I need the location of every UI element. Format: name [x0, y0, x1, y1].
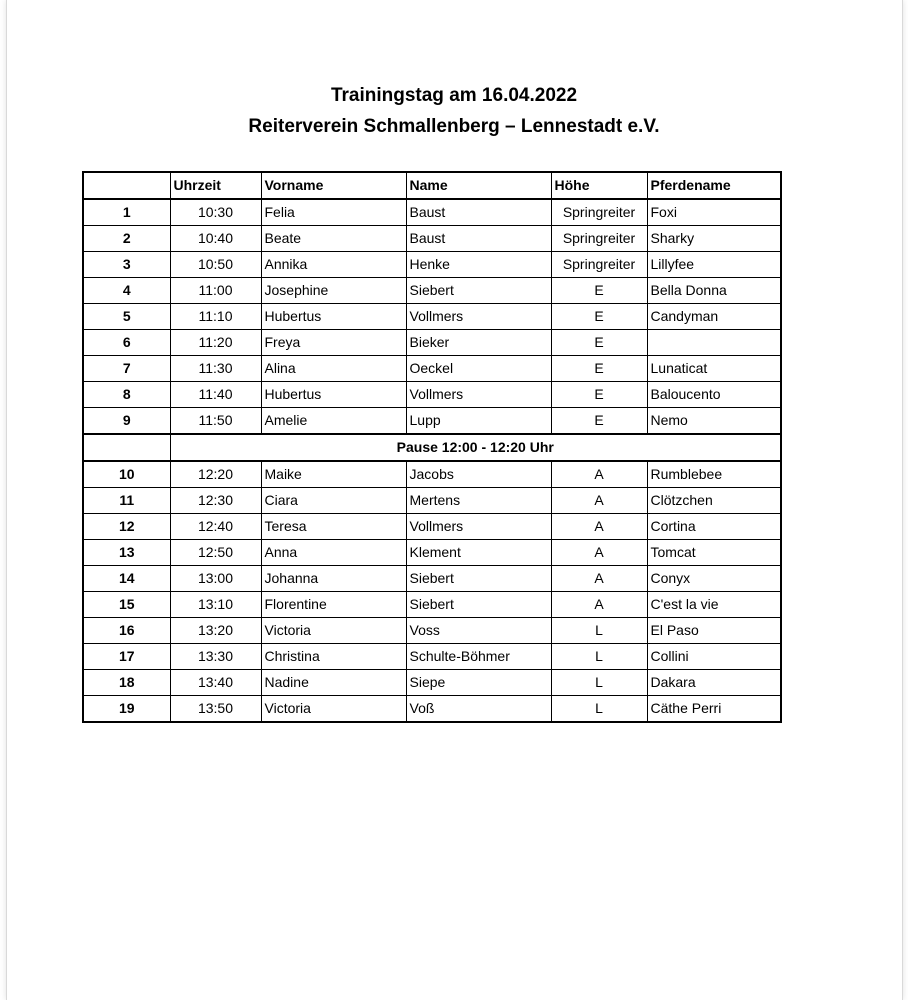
time-cell: 11:10 — [170, 304, 261, 330]
row-number: 11 — [83, 488, 170, 514]
table-row — [83, 488, 781, 514]
time-cell: 10:40 — [170, 226, 261, 252]
row-number: 5 — [83, 304, 170, 330]
table-row — [83, 566, 781, 592]
first-name-cell: Florentine — [261, 592, 406, 618]
table-row — [83, 199, 781, 226]
first-name-cell: Anna — [261, 540, 406, 566]
level-cell: Springreiter — [551, 226, 647, 252]
column-header-uhrzeit: Uhrzeit — [170, 172, 261, 199]
first-name-cell: Nadine — [261, 670, 406, 696]
pause-empty-cell — [83, 434, 170, 461]
last-name-cell: Baust — [406, 226, 551, 252]
first-name-cell: Hubertus — [261, 304, 406, 330]
first-name-cell: Annika — [261, 252, 406, 278]
time-cell: 13:20 — [170, 618, 261, 644]
time-cell: 10:50 — [170, 252, 261, 278]
row-number: 18 — [83, 670, 170, 696]
time-cell: 11:30 — [170, 356, 261, 382]
row-number: 12 — [83, 514, 170, 540]
horse-name-cell: Foxi — [647, 199, 781, 226]
time-cell: 13:00 — [170, 566, 261, 592]
first-name-cell: Maike — [261, 461, 406, 488]
horse-name-cell: Lillyfee — [647, 252, 781, 278]
last-name-cell: Siebert — [406, 566, 551, 592]
first-name-cell: Freya — [261, 330, 406, 356]
level-cell: E — [551, 304, 647, 330]
last-name-cell: Mertens — [406, 488, 551, 514]
last-name-cell: Oeckel — [406, 356, 551, 382]
level-cell: E — [551, 382, 647, 408]
row-number: 1 — [83, 199, 170, 226]
row-number: 14 — [83, 566, 170, 592]
table-row — [83, 670, 781, 696]
level-cell: E — [551, 408, 647, 435]
last-name-cell: Henke — [406, 252, 551, 278]
time-cell: 12:20 — [170, 461, 261, 488]
table-row — [83, 304, 781, 330]
table-row — [83, 278, 781, 304]
level-cell: A — [551, 540, 647, 566]
level-cell: L — [551, 644, 647, 670]
level-cell: E — [551, 278, 647, 304]
column-header-vorname: Vorname — [261, 172, 406, 199]
document-title: Trainingstag am 16.04.2022 — [330, 85, 578, 106]
last-name-cell: Bieker — [406, 330, 551, 356]
time-cell: 13:40 — [170, 670, 261, 696]
pause-row — [83, 434, 781, 461]
time-cell: 11:50 — [170, 408, 261, 435]
level-cell: A — [551, 514, 647, 540]
last-name-cell: Vollmers — [406, 382, 551, 408]
table-row — [83, 696, 781, 723]
level-cell: A — [551, 566, 647, 592]
level-cell: E — [551, 330, 647, 356]
level-cell: A — [551, 592, 647, 618]
time-cell: 12:40 — [170, 514, 261, 540]
level-cell: L — [551, 670, 647, 696]
table-row — [83, 252, 781, 278]
table-row — [83, 382, 781, 408]
row-number: 4 — [83, 278, 170, 304]
horse-name-cell: Candyman — [647, 304, 781, 330]
horse-name-cell: C'est la vie — [647, 592, 781, 618]
horse-name-cell — [647, 330, 781, 356]
level-cell: A — [551, 488, 647, 514]
horse-name-cell: Cortina — [647, 514, 781, 540]
column-header-name: Name — [406, 172, 551, 199]
row-number: 16 — [83, 618, 170, 644]
row-number: 13 — [83, 540, 170, 566]
horse-name-cell: Collini — [647, 644, 781, 670]
row-number: 19 — [83, 696, 170, 723]
column-header-hoehe: Höhe — [551, 172, 647, 199]
last-name-cell: Klement — [406, 540, 551, 566]
first-name-cell: Victoria — [261, 696, 406, 723]
row-number: 6 — [83, 330, 170, 356]
last-name-cell: Jacobs — [406, 461, 551, 488]
table-row — [83, 356, 781, 382]
row-number: 8 — [83, 382, 170, 408]
table-row — [83, 330, 781, 356]
table-row — [83, 461, 781, 488]
time-cell: 11:20 — [170, 330, 261, 356]
first-name-cell: Victoria — [261, 618, 406, 644]
horse-name-cell: Tomcat — [647, 540, 781, 566]
row-number: 2 — [83, 226, 170, 252]
time-cell: 13:10 — [170, 592, 261, 618]
first-name-cell: Teresa — [261, 514, 406, 540]
first-name-cell: Josephine — [261, 278, 406, 304]
level-cell: Springreiter — [551, 252, 647, 278]
last-name-cell: Voss — [406, 618, 551, 644]
level-cell: E — [551, 356, 647, 382]
horse-name-cell: Dakara — [647, 670, 781, 696]
column-header-pferdename: Pferdename — [647, 172, 781, 199]
time-cell: 12:30 — [170, 488, 261, 514]
time-cell: 11:00 — [170, 278, 261, 304]
horse-name-cell: Baloucento — [647, 382, 781, 408]
last-name-cell: Vollmers — [406, 304, 551, 330]
schedule-table — [82, 171, 782, 723]
time-cell: 11:40 — [170, 382, 261, 408]
time-cell: 13:50 — [170, 696, 261, 723]
row-number: 10 — [83, 461, 170, 488]
row-number: 15 — [83, 592, 170, 618]
table-row — [83, 226, 781, 252]
horse-name-cell: Rumblebee — [647, 461, 781, 488]
last-name-cell: Siebert — [406, 278, 551, 304]
last-name-cell: Siepe — [406, 670, 551, 696]
row-number: 9 — [83, 408, 170, 435]
horse-name-cell: El Paso — [647, 618, 781, 644]
horse-name-cell: Cäthe Perri — [647, 696, 781, 723]
first-name-cell: Felia — [261, 199, 406, 226]
horse-name-cell: Conyx — [647, 566, 781, 592]
document-subtitle: Reiterverein Schmallenberg – Lennestadt e.V. — [248, 116, 660, 137]
last-name-cell: Baust — [406, 199, 551, 226]
column-header-number — [83, 172, 170, 199]
last-name-cell: Lupp — [406, 408, 551, 435]
level-cell: Springreiter — [551, 199, 647, 226]
horse-name-cell: Nemo — [647, 408, 781, 435]
level-cell: L — [551, 618, 647, 644]
row-number: 17 — [83, 644, 170, 670]
level-cell: L — [551, 696, 647, 723]
horse-name-cell: Bella Donna — [647, 278, 781, 304]
horse-name-cell: Lunaticat — [647, 356, 781, 382]
table-row — [83, 592, 781, 618]
first-name-cell: Johanna — [261, 566, 406, 592]
level-cell: A — [551, 461, 647, 488]
table-header-row — [83, 172, 781, 199]
table-row — [83, 540, 781, 566]
time-cell: 12:50 — [170, 540, 261, 566]
first-name-cell: Christina — [261, 644, 406, 670]
pause-label: Pause 12:00 - 12:20 Uhr — [170, 434, 781, 461]
first-name-cell: Alina — [261, 356, 406, 382]
table-row — [83, 514, 781, 540]
time-cell: 10:30 — [170, 199, 261, 226]
first-name-cell: Hubertus — [261, 382, 406, 408]
table-row — [83, 408, 781, 435]
last-name-cell: Schulte-Böhmer — [406, 644, 551, 670]
last-name-cell: Voß — [406, 696, 551, 723]
row-number: 3 — [83, 252, 170, 278]
last-name-cell: Vollmers — [406, 514, 551, 540]
row-number: 7 — [83, 356, 170, 382]
last-name-cell: Siebert — [406, 592, 551, 618]
horse-name-cell: Clötzchen — [647, 488, 781, 514]
first-name-cell: Amelie — [261, 408, 406, 435]
horse-name-cell: Sharky — [647, 226, 781, 252]
table-row — [83, 644, 781, 670]
first-name-cell: Ciara — [261, 488, 406, 514]
time-cell: 13:30 — [170, 644, 261, 670]
table-row — [83, 618, 781, 644]
first-name-cell: Beate — [261, 226, 406, 252]
